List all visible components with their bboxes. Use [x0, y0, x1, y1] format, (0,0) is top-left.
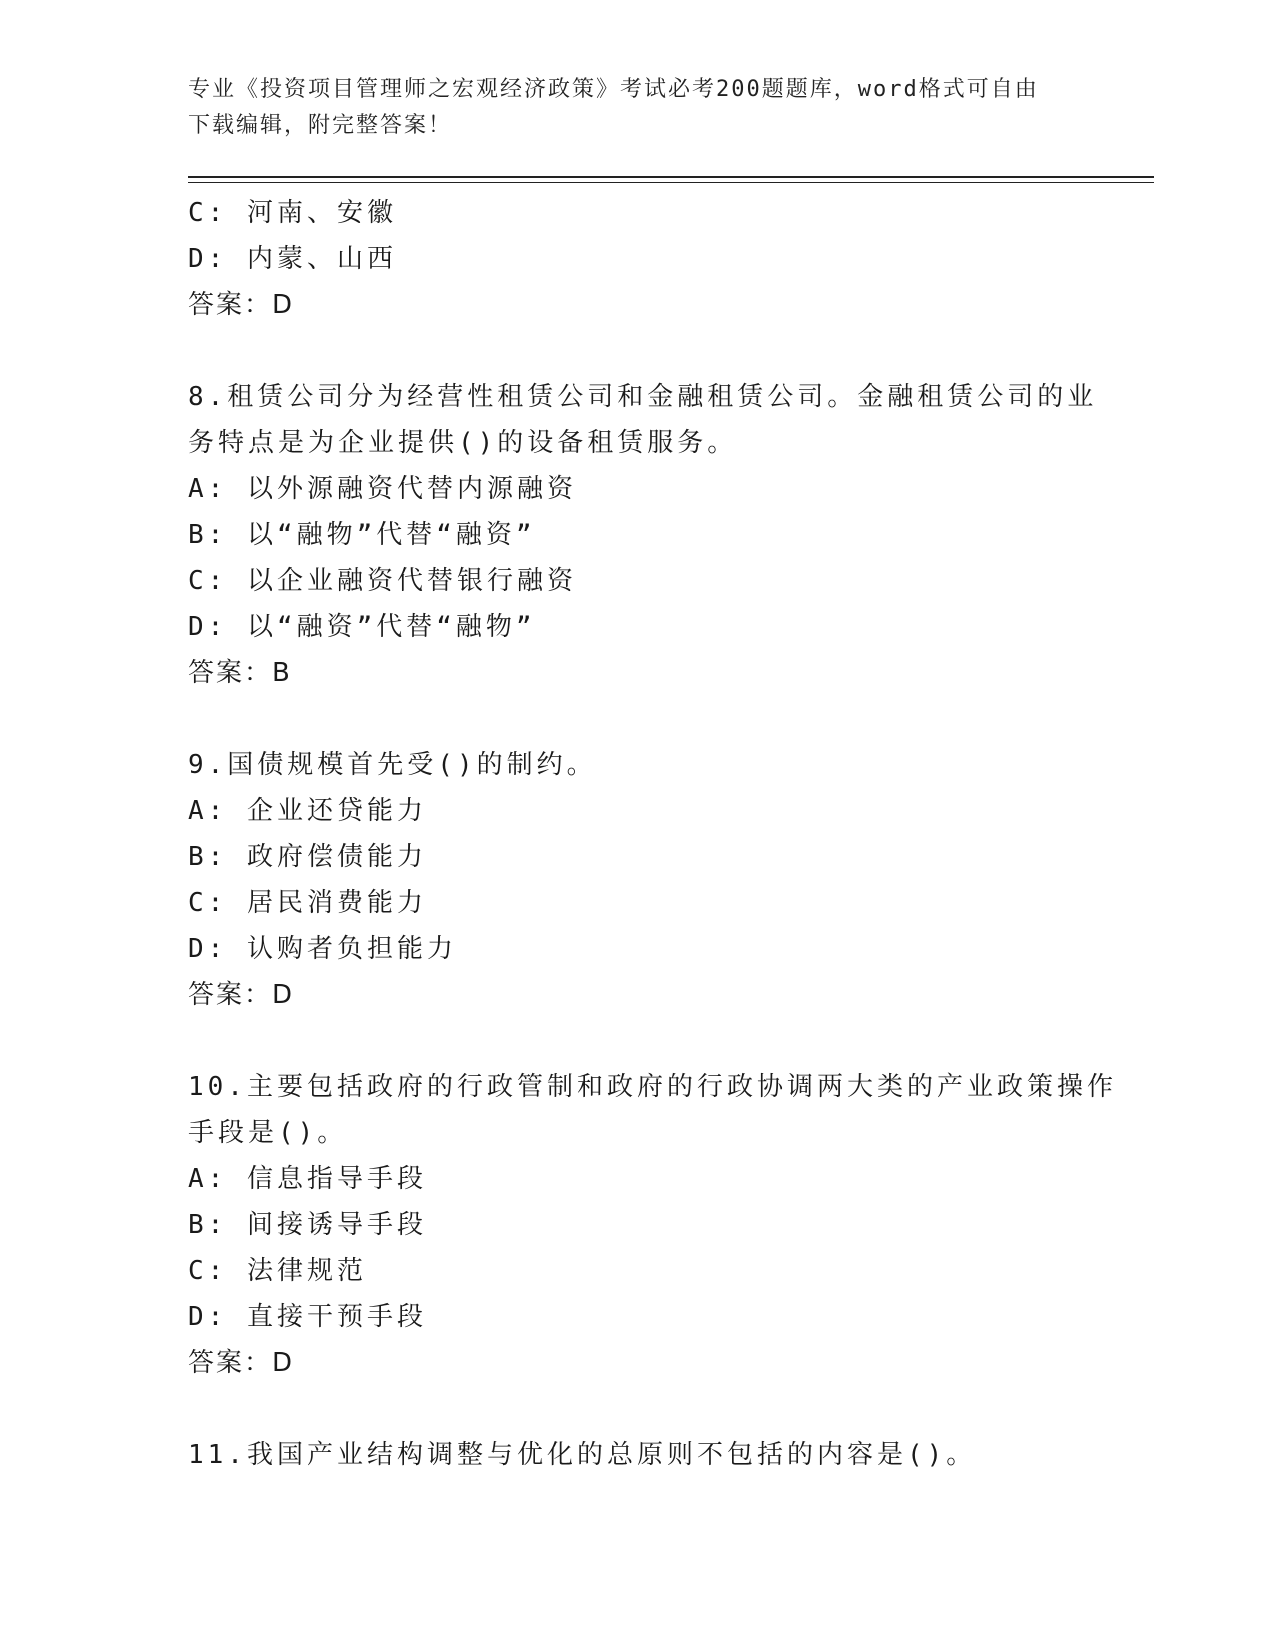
option-d: D: 以“融资”代替“融物” — [188, 612, 536, 642]
option-c: C: 河南、安徽 — [188, 198, 397, 228]
header-divider-thick — [188, 176, 1154, 178]
question-9 — [188, 742, 1088, 1018]
answer-line: 答案：D — [188, 1348, 295, 1378]
option-b: B: 间接诱导手段 — [188, 1210, 427, 1240]
question-stem-line: 10.主要包括政府的行政管制和政府的行政协调两大类的产业政策操作 — [188, 1072, 1117, 1102]
spacer — [188, 1386, 1088, 1432]
option-a: A: 以外源融资代替内源融资 — [188, 474, 577, 504]
question-stem-line: 8.租赁公司分为经营性租赁公司和金融租赁公司。金融租赁公司的业 — [188, 382, 1098, 412]
option-a: A: 企业还贷能力 — [188, 796, 427, 826]
header-divider-thin — [188, 182, 1154, 183]
answer-line: 答案：D — [188, 980, 295, 1010]
option-c: C: 居民消费能力 — [188, 888, 427, 918]
answer-line: 答案：D — [188, 290, 295, 320]
question-11 — [188, 1432, 1088, 1478]
question-stem-line: 9.国债规模首先受()的制约。 — [188, 750, 597, 780]
option-b: B: 以“融物”代替“融资” — [188, 520, 536, 550]
spacer — [188, 696, 1088, 742]
spacer — [188, 1018, 1088, 1064]
document-header — [188, 72, 1078, 144]
option-a: A: 信息指导手段 — [188, 1164, 427, 1194]
answer-line: 答案：B — [188, 658, 292, 688]
question-8 — [188, 374, 1098, 696]
question-list — [188, 190, 1117, 1478]
option-d: D: 内蒙、山西 — [188, 244, 397, 274]
question-stem-line: 务特点是为企业提供()的设备租赁服务。 — [188, 428, 738, 458]
header-line-1: 专业《投资项目管理师之宏观经济政策》考试必考200题题库，word格式可自由 — [188, 77, 1039, 102]
option-b: B: 政府偿债能力 — [188, 842, 427, 872]
question-stem-line: 11.我国产业结构调整与优化的总原则不包括的内容是()。 — [188, 1440, 977, 1470]
question-7-continued — [188, 190, 1088, 328]
option-c: C: 以企业融资代替银行融资 — [188, 566, 577, 596]
question-10 — [188, 1064, 1117, 1386]
option-d: D: 直接干预手段 — [188, 1302, 427, 1332]
option-d: D: 认购者负担能力 — [188, 934, 457, 964]
question-stem-line: 手段是()。 — [188, 1118, 348, 1148]
header-line-2: 下载编辑，附完整答案！ — [188, 113, 453, 138]
spacer — [188, 328, 1088, 374]
option-c: C: 法律规范 — [188, 1256, 367, 1286]
